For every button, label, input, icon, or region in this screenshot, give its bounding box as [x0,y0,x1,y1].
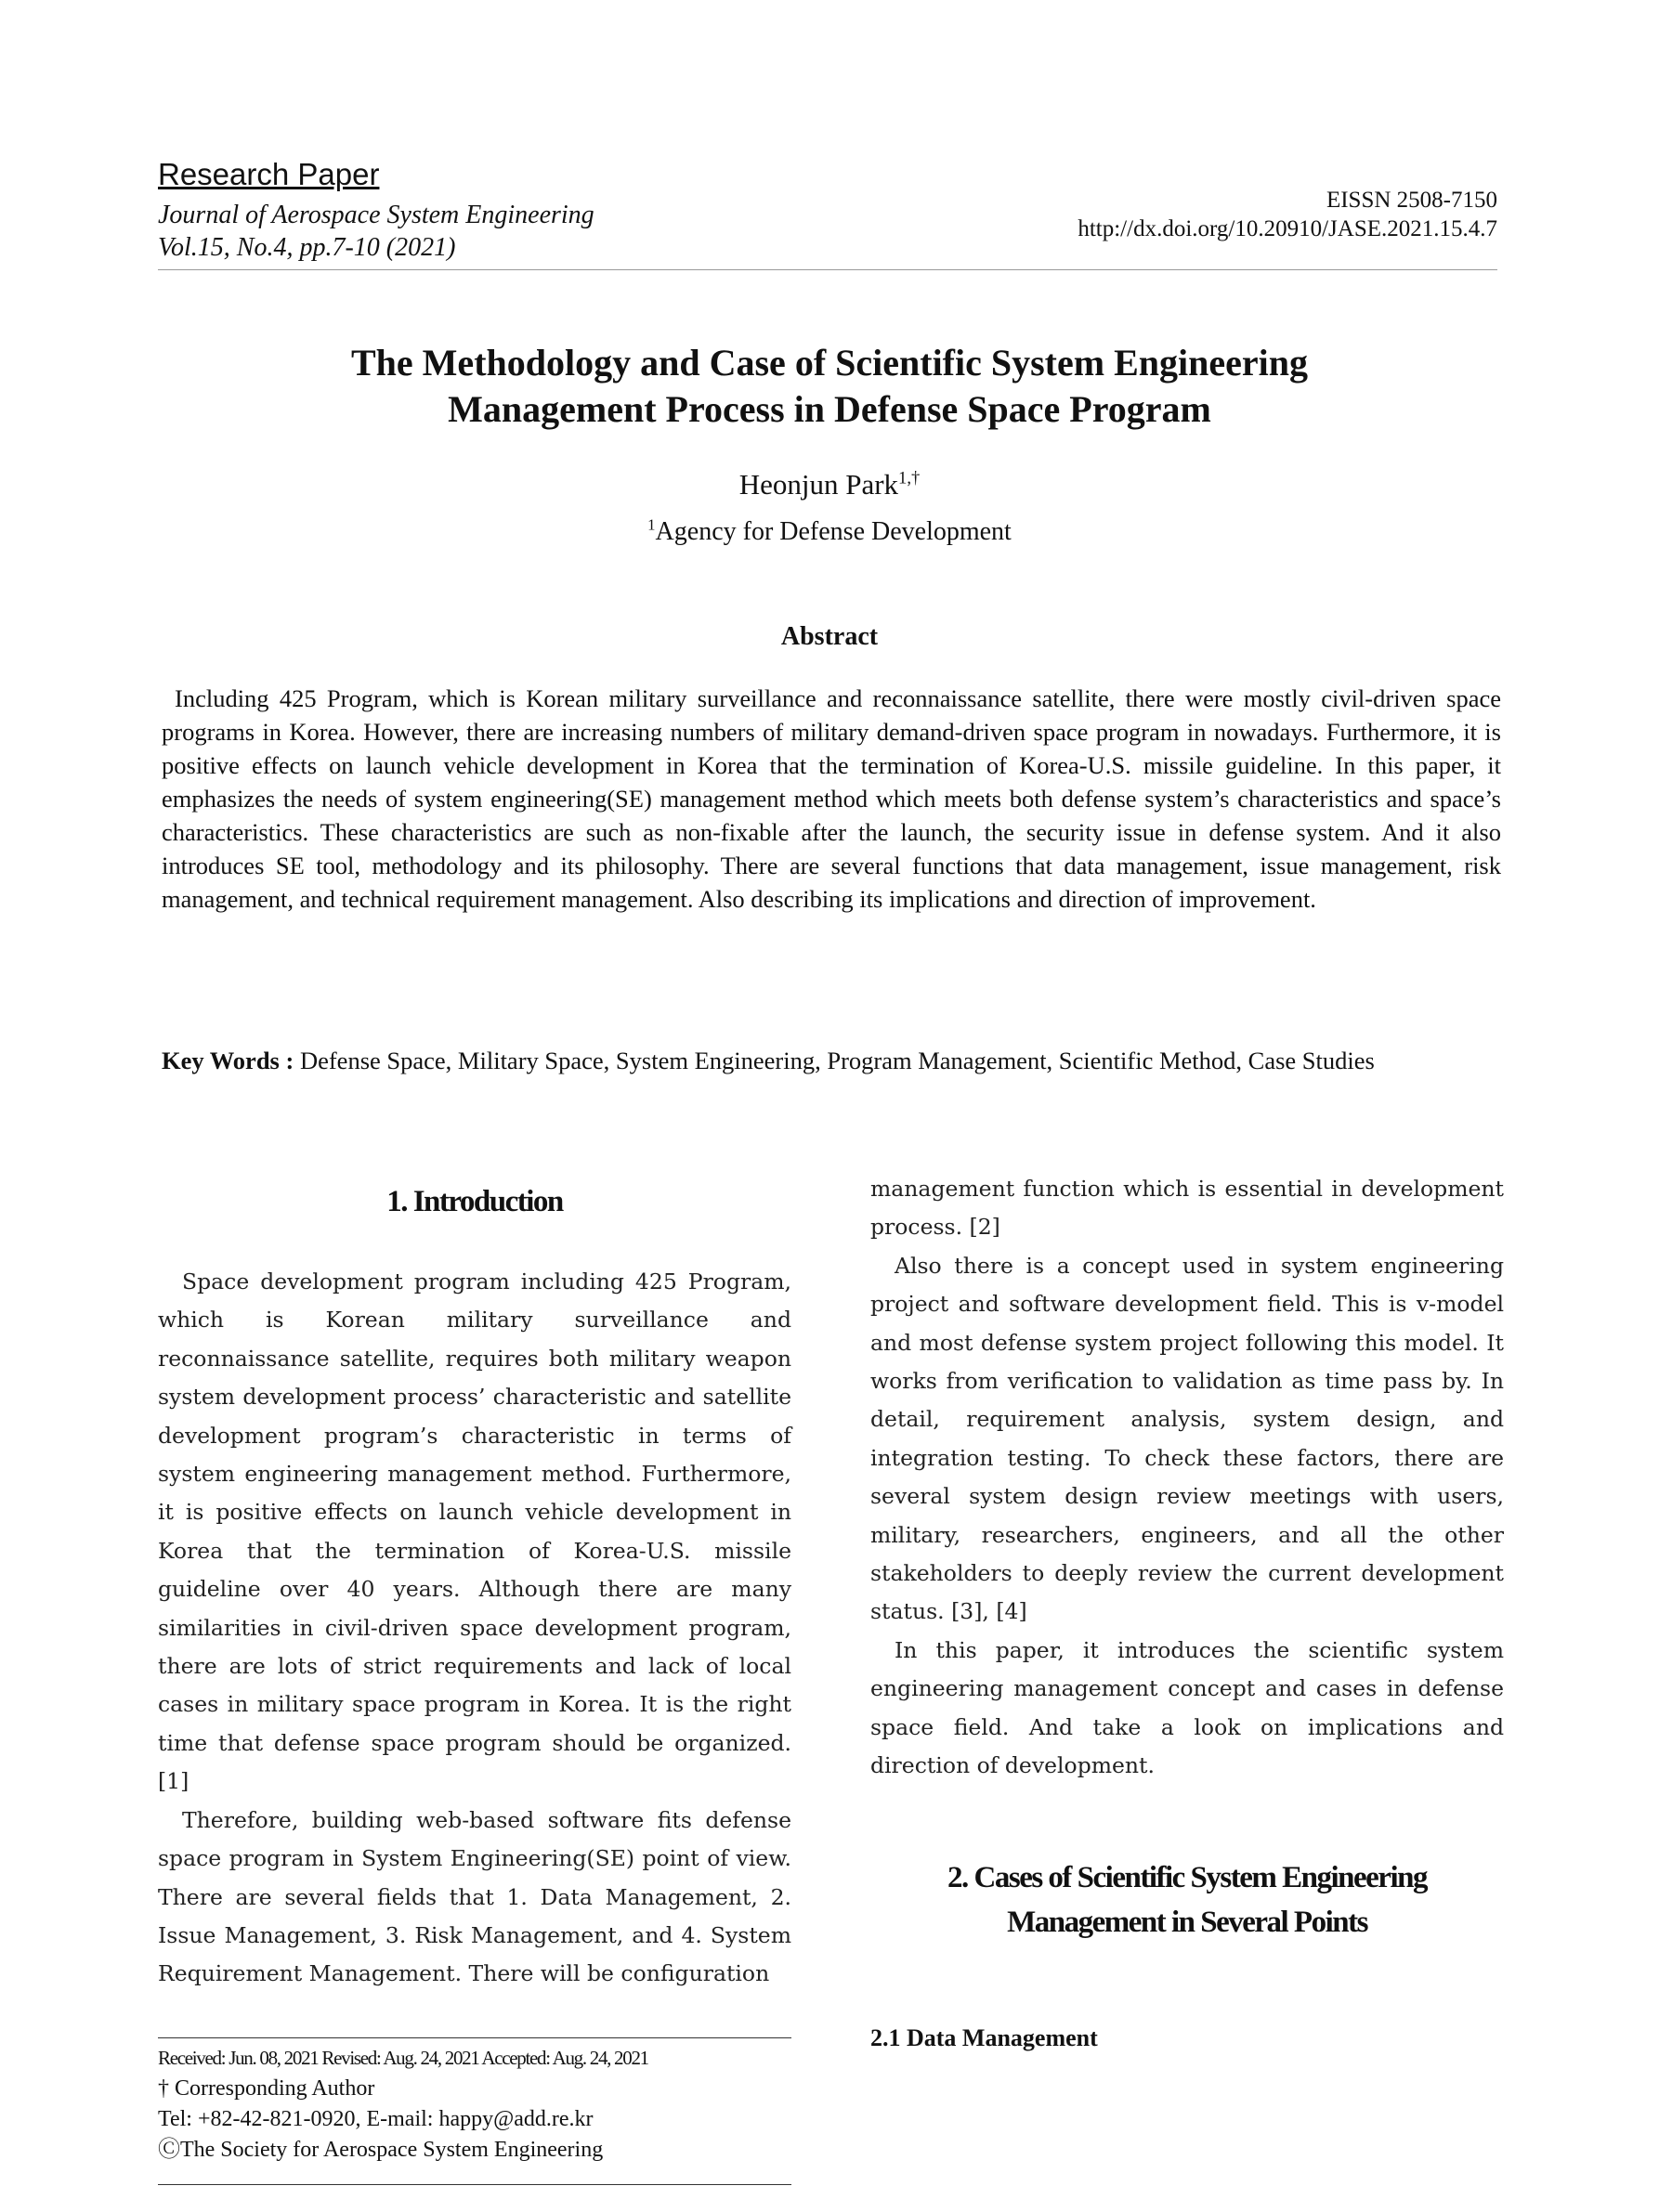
doi-link[interactable]: http://dx.doi.org/10.20910/JASE.2021.15.4.7 [1078,216,1497,241]
affiliation-line [158,516,1501,548]
received-dates: Received: Jun. 08, 2021 Revised: Aug. 24, 2021 Accepted: Aug. 24, 2021 [158,2047,648,2069]
footnote-divider-bottom [158,2184,791,2185]
author-line [158,467,1501,502]
intro-paragraph-2: Therefore, building web-based software fits defense space program in System Engineering(SE) point of view. There are several fields that 1. Data Management, 2. Issue Management, 3. Risk Management, and 4. System Requirement Management. There will be configuration [158,1806,791,1987]
journal-name: Journal of Aerospace System Engineering [158,201,594,229]
keywords-label: Key Words : [162,1047,294,1074]
intro-paragraph-2-continued: management function which is essential in development process. [2] [870,1176,1504,1241]
right-column [870,1170,1504,1786]
intro-paragraph-1: Space development program including 425 Program, which is Korean military surveillance and reconnaissance satellite, requires both military weapon system development process’ characteristic and satellite development program’s characteristic in terms of system engineering management method. Furthermore, it is positive effects on launch vehicle development in Korea that the termination of Korea-U.S. missile guideline over 40 years. Although there are many similarities in civil-driven space development program, there are lots of strict requirements and lack of local cases in military space program in Korea. It is the right time that defense space program should be organized. [1] [158,1269,791,1795]
volume-info: Vol.15, No.4, pp.7-10 (2021) [158,233,456,262]
eissn: EISSN 2508-7150 [1326,188,1497,213]
intro-paragraph-3: Also there is a concept used in system engineering project and software development field. This is v-model and most defense system project following this model. It works from verification to validation as time pass by. In detail, requirement analysis, system design, and integration testing. To check these factors, there are several system design review meetings with users, military, researchers, engineers, and all the other stakeholders to deeply review the current development status. [3], [4] [870,1252,1504,1625]
article-type-label: Research Paper [158,157,380,191]
identifier-block [1078,186,1497,243]
affiliation: Agency for Defense Development [655,517,1012,546]
abstract-text: Including 425 Program, which is Korean military surveillance and reconnaissance satellite, there were mostly civil-driven space programs in Korea. However, there are increasing numbers of military demand-driven space program in nowadays. Furthermore, it is positive effects on launch vehicle development in Korea that the termination of Korea-U.S. missile guideline. In this paper, it emphasizes the needs of system engineering(SE) management method which meets both defense system’s characteristics and space’s characteristics. These characteristics are such as non-fixable after the launch, the security issue in defense system. And it also introduces SE tool, methodology and its philosophy. There are several functions that data management, issue management, risk management, and technical requirement management. Also describing its implications and direction of improvement. [162,684,1501,913]
journal-header [158,156,734,264]
contact-info: Tel: +82-42-821-0920, E-mail: happy@add.re.kr [158,2107,594,2131]
section-2-heading-line-2: Management in Several Points [1007,1906,1367,1939]
section-2-heading-line-1: 2. Cases of Scientific System Engineering [947,1861,1427,1894]
subsection-2-1-heading: 2.1 Data Management [870,2024,1098,2051]
author-name: Heonjun Park [738,468,899,501]
footnote [158,2043,791,2166]
header-divider [158,269,1497,270]
title-line-2: Management Process in Defense Space Program [448,388,1211,430]
footnote-divider-top [158,2037,791,2038]
intro-paragraph-4: In this paper, it introduces the scientific system engineering management concept and cases in defense space field. And take a look on implications and direction of development. [870,1636,1504,1779]
section-2-heading [870,1855,1504,1945]
affiliation-mark: 1 [647,515,656,534]
keywords [162,1044,1501,1077]
keywords-text: Defense Space, Military Space, System Engineering, Program Management, Scientific Method, Case Studies [299,1047,1375,1074]
copyright-society: ⒸThe Society for Aerospace System Engineering [158,2138,604,2162]
title-line-1: The Methodology and Case of Scientific System Engineering [351,342,1308,384]
abstract-heading: Abstract [780,622,879,651]
author-marks: 1,† [898,468,921,488]
corresponding-author: † Corresponding Author [158,2076,375,2101]
left-column [158,1263,791,1994]
section-1-heading: 1. Introduction [386,1185,563,1218]
paper-title [158,340,1501,433]
